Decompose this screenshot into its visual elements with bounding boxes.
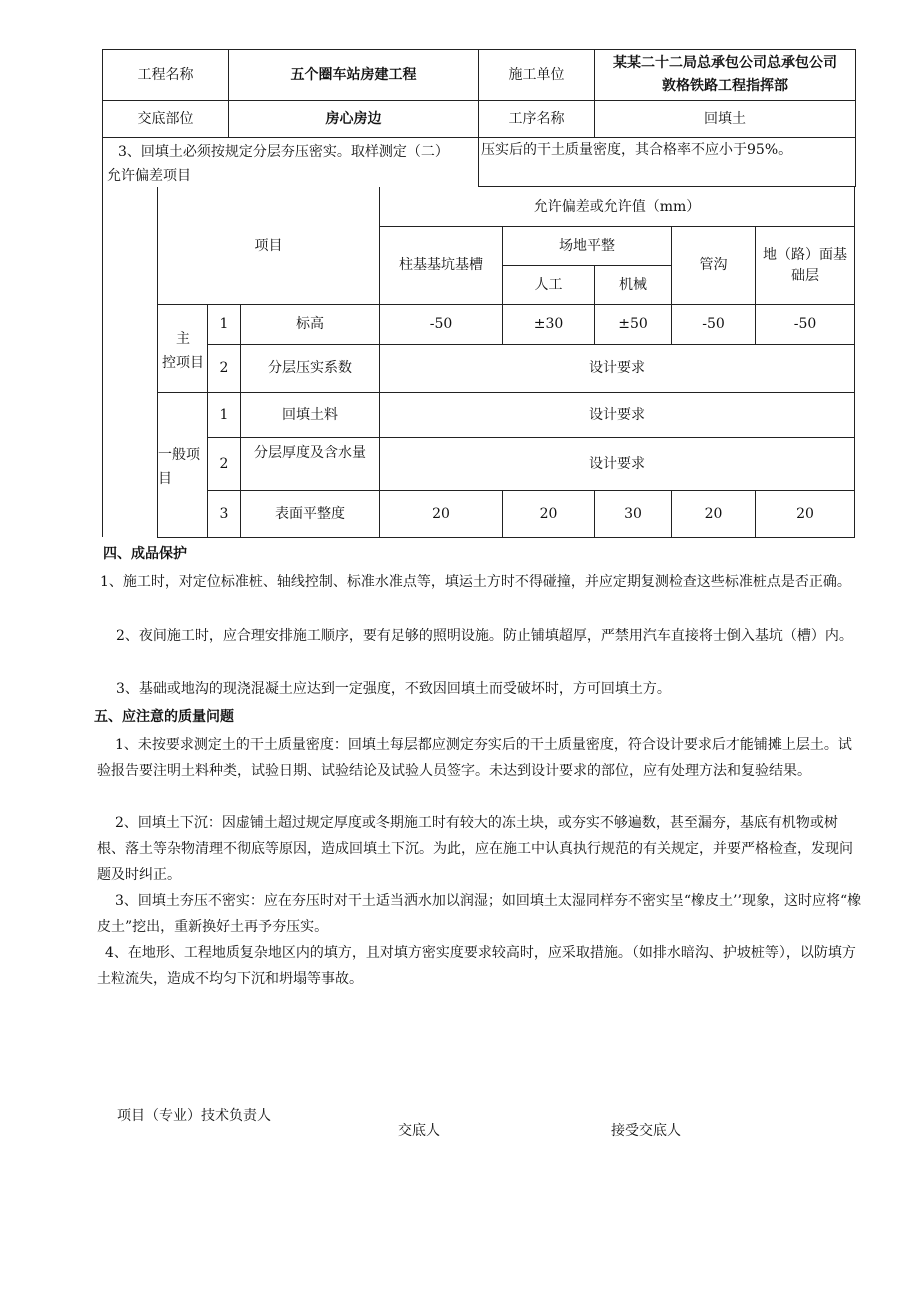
contractor-name (595, 52, 855, 98)
project-name-label: 工程名称 (137, 66, 194, 83)
contractor-label: 施工单位 (508, 66, 565, 83)
row-machine-value: ±50 (618, 316, 648, 332)
main-group-line2: 控项目 (162, 355, 204, 371)
row-manual-value: ±30 (533, 316, 564, 332)
section4-paragraph: 3、基础或地沟的现浇混凝土应达到一定强度，不致因回填土而受破坏时，方可回填土方。 (116, 681, 671, 697)
col-road: 地（路）面基础层 (763, 246, 847, 284)
col-pipe: 管沟 (699, 257, 728, 273)
section4-title: 四、成品保护 (103, 546, 187, 562)
part-value: 房心房边 (325, 110, 382, 127)
row-no: 2 (219, 360, 229, 376)
contractor-line1: 某某二十二局总承包公司总承包公司 (613, 55, 837, 71)
row-merged-value: 设计要求 (589, 360, 645, 376)
main-group-line1: 主 (176, 331, 190, 347)
row-merged-value: 设计要求 (589, 406, 645, 423)
row-name: 分层厚度及含水量 (254, 445, 366, 461)
contractor-line2: 敦格铁路工程指挥部 (662, 78, 788, 94)
row-road-value: -50 (793, 316, 817, 332)
row-manual-value: 20 (539, 505, 558, 522)
section5-paragraph: 1、未按要求测定土的干土质量密度：回填土每层都应测定夯实后的干土质量密度，符合设计要求后才能铺摊上层土。试验报告要注明土料种类，试验日期、试验结论及试验人员签字。未达到设计要求的部位，应有处理方法和复验结果。 (97, 737, 852, 779)
row-name: 标高 (296, 316, 324, 332)
row-pit-value: -50 (429, 316, 453, 332)
section5-paragraph: 3、回填土夯压不密实：应在夯压时对干土适当洒水加以润湿；如回填土太湿同样夯不密实呈“橡皮土’’现象，这时应将“橡皮土”挖出，重新换好土再予夯压实。 (97, 893, 862, 935)
col-site: 场地平整 (559, 237, 615, 254)
row-road-value: 20 (796, 505, 814, 522)
row-pit-value: 20 (432, 505, 450, 522)
tolerance-header: 允许偏差或允许值（mm） (533, 198, 701, 215)
receiver-signature-label: 接受交底人 (611, 1123, 681, 1139)
row-name: 表面平整度 (275, 505, 345, 522)
section5-paragraph: 4、在地形、工程地质复杂地区内的填方，且对填方密实度要求较高时，应采取措施。（如排水暗沟、护坡桩等），以防填方土粒流失，造成不均匀下沉和坍塌等事故。 (97, 945, 856, 987)
process-value: 回填土 (704, 110, 746, 127)
col-manual: 人工 (534, 276, 563, 293)
section5-title: 五、应注意的质量问题 (94, 709, 234, 725)
general-group-line2: 目 (158, 471, 172, 487)
row-name: 分层压实系数 (268, 360, 352, 376)
section4-paragraph: 2、夜间施工时，应合理安排施工顺序，要有足够的照明设施。防止铺填超厚，严禁用汽车直接将士倒入基坑（槽）内。 (116, 628, 853, 644)
tech-lead-signature-label: 项目（专业）技术负责人 (117, 1108, 271, 1124)
row-pipe-value: -50 (702, 316, 725, 332)
note3-left-line2: 允许偏差项目 (107, 168, 191, 184)
row-name: 回填土料 (282, 406, 338, 423)
main-group-label (158, 327, 208, 375)
section4-paragraph: 1、施工时，对定位标准桩、轴线控制、标准水准点等，填运土方时不得碰撞，并应定期复测检查这些标准桩点是否正确。 (100, 574, 851, 590)
row-no: 1 (219, 406, 229, 423)
row-no: 3 (219, 505, 229, 522)
general-group-label (158, 443, 208, 491)
row-machine-value: 30 (624, 505, 642, 522)
row-no: 2 (219, 455, 229, 472)
project-name: 五个圈车站房建工程 (290, 66, 417, 83)
note3-left-line1: 3、回填土必须按规定分层夯压密实。取样测定（二） (118, 144, 449, 160)
col-pit: 柱基基坑基槽 (399, 257, 483, 273)
discloser-signature-label: 交底人 (398, 1123, 440, 1139)
row-no: 1 (219, 316, 229, 332)
row-pipe-value: 20 (704, 505, 723, 522)
general-group-line1: 一般项 (158, 447, 200, 463)
process-label: 工序名称 (508, 110, 565, 127)
section5-paragraph: 2、回填土下沉：因虚铺土超过规定厚度或冬期施工时有较大的冻土块，或夯实不够遍数，甚至漏夯，基底有机物或树根、落土等杂物清理不彻底等原因，造成回填土下沉。为此，应在施工中认真执行规范的有关规定，并要严格检查，发现问题及时纠正。 (97, 815, 853, 883)
item-header: 项目 (254, 237, 283, 254)
col-machine: 机械 (619, 276, 647, 293)
part-label: 交底部位 (137, 110, 194, 127)
row-merged-value: 设计要求 (589, 455, 645, 472)
note3-right: 压实后的干土质量密度，其合格率不应小于95%。 (481, 142, 793, 158)
